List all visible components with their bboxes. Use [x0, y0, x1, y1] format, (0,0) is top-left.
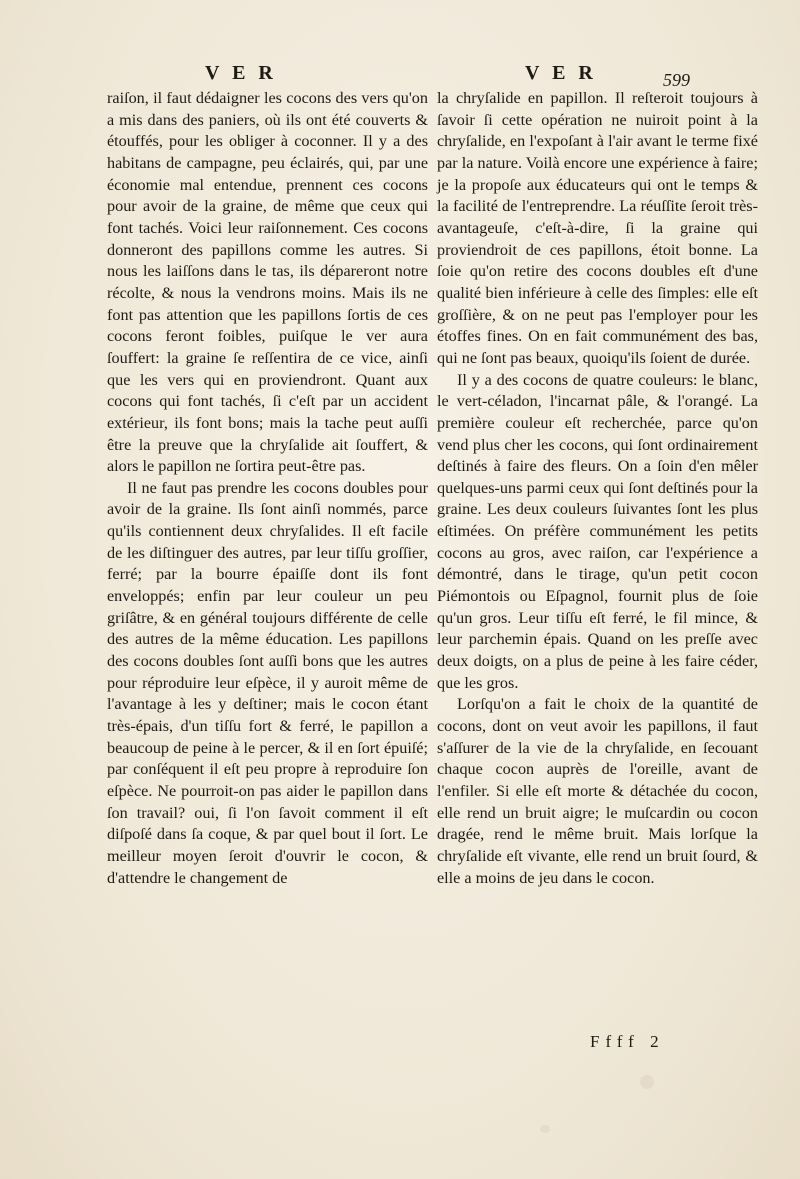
left-paragraph-1: raiſon, il faut dédaigner les cocons des vers qu'on a mis dans des paniers, où ils ont été couverts & étouffés, pour les obliger à coconner. Il y a des habitans de campagne, peu éclairés, qui, par une économie mal entendue, prennent ces cocons pour avoir de la graine, de même que ceux qui font tachés. Voici leur raiſonnement. Ces cocons donneront des papillons comme les autres. Si nous les laiſſons dans le tas, ils dépareront notre récolte, & nous la vendrons moins. Mais ils ne font pas attention que les papillons ſortis de ces cocons feront foibles, puiſque le ver aura ſouffert: la graine ſe reſſentira de ce vice, ainſi que les vers qui en proviendront. Quant aux cocons qui font tachés, ſi c'eſt par un accident extérieur, ils font bons; mais la tache peut auſſi être la preuve que la chryſalide ait ſouffert, & alors le papillon ne ſortira peut-être pas. [107, 89, 428, 476]
running-head-left: V E R [205, 62, 277, 84]
right-paragraph-3: Lorſqu'on a fait le choix de la quantité de cocons, dont on veut avoir les papillons, il faut s'aſſurer de la vie de la chryſalide, en ſecouant chaque cocon auprès de l'oreille, avant de l'enfiler. Si elle eſt morte & détachée du cocon, elle rend un bruit aigre; le muſcardin ou cocon dragée, rend le même bruit. Mais lorſque la chryſalide eſt vivante, elle rend un bruit ſourd, & elle a moins de jeu dans le cocon. [437, 695, 758, 887]
right-column [437, 88, 758, 889]
right-paragraph-1: la chryſalide en papillon. Il reſteroit toujours à ſavoir ſi cette opération ne nuiroit point à la chryſalide, en l'expoſant à l'air avant le terme fixé par la nature. Voilà encore une expérience à faire; je la propoſe aux éducateurs qui ont le temps & la facilité de l'entreprendre. La réuſſite ſeroit très-avantageuſe, c'eſt-à-dire, ſi la graine qui proviendroit de ces papillons, étoit bonne. La ſoie qu'on retire des cocons doubles eſt d'une qualité bien inférieure à celle des ſimples: elle eſt groſſière, & on ne peut pas l'employer pour les étoffes fines. On en fait communément des bas, qui ne ſont pas beaux, quoiqu'ils ſoient de durée. [437, 89, 758, 367]
printer-signature: Ffff 2 [590, 1032, 665, 1051]
right-paragraph-2: Il y a des cocons de quatre couleurs: le blanc, le vert-céladon, l'incarnat pâle, & l'orangé. La première couleur eſt recherchée, parce qu'on vend plus cher les cocons, qui ſont ordinairement deſtinés à faire des fleurs. On a ſoin d'en mêler quelques-uns parmi ceux qui ſont deſtinés pour la graine. Les deux couleurs ſuivantes ſont les plus eſtimées. On préfère communément les petits cocons au gros, avec raiſon, car l'expérience a démontré, dans le tirage, qu'un petit cocon Piémontois ou Eſpagnol, fournit plus de ſoie qu'un gros. Leur tiſſu eſt ferré, le fil mince, & leur parchemin épais. Quand on les preſſe avec deux doigts, on a plus de peine à les faire céder, que les gros. [437, 370, 758, 692]
left-paragraph-2: Il ne faut pas prendre les cocons doubles pour avoir de la graine. Ils ſont ainſi nommés, parce qu'ils contiennent deux chryſalides. Il eſt facile de les diſtinguer des autres, par leur tiſſu groſſier, ferré; par la bourre épaiſſe dont ils font enveloppés; enfin par leur couleur un peu griſâtre, & en général toujours différente de celle des autres de la même éducation. Les papillons des cocons doubles ſont auſſi bons que les autres pour réproduire leur eſpèce, il y auroit même de l'avantage à les y deſtiner; mais le cocon étant très-épais, d'un tiſſu fort & ferré, le papillon a beaucoup de peine à le percer, & il en ſort épuiſé; par conſéquent il eſt peu propre à reproduire ſon eſpèce. Ne pourroit-on pas aider le papillon dans ſon travail? oui, ſi l'on ſavoit comment il eſt diſpoſé dans ſa coque, & par quel bout il ſort. Le meilleur moyen ſeroit d'ouvrir le cocon, & d'attendre le changement de [107, 478, 428, 887]
paper-stain [640, 1075, 654, 1089]
left-column [107, 88, 428, 889]
paper-stain [540, 1125, 550, 1133]
running-head-right: V E R [525, 62, 597, 84]
page-number: 599 [663, 70, 690, 90]
